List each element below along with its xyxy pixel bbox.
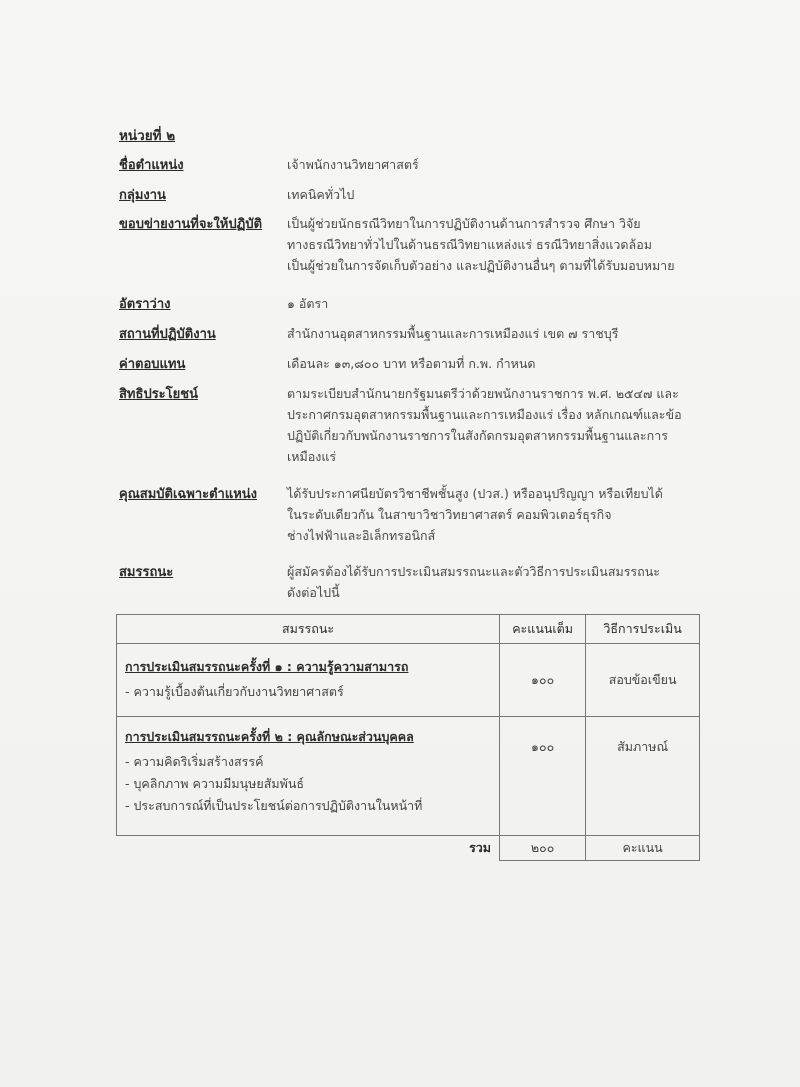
- row2-score: ๑๐๐: [500, 717, 586, 836]
- benefits-value: [287, 383, 707, 467]
- competency-table: [116, 614, 700, 861]
- benefits-label: สิทธิประโยชน์: [119, 387, 198, 402]
- position-value: เจ้าพนักงานวิทยาศาสตร์: [287, 157, 419, 172]
- job-group-label: กลุ่มงาน: [119, 188, 166, 203]
- row1-item: - ความรู้เบื้องต้นเกี่ยวกับงานวิทยาศาสตร์: [125, 684, 344, 699]
- salary-value: เดือนละ ๑๓,๘๐๐ บาท หรือตามที่ ก.พ. กำหนด: [287, 356, 536, 371]
- header-competency: สมรรถนะ: [117, 615, 500, 644]
- row1-title: การประเมินสมรรถนะครั้งที่ ๑ : ความรู้ความสามารถ: [125, 659, 409, 674]
- workplace-label: สถานที่ปฏิบัติงาน: [119, 327, 216, 342]
- total-row: [117, 836, 700, 861]
- salary-label: ค่าตอบแทน: [119, 357, 186, 372]
- row2-method: สัมภาษณ์: [586, 717, 700, 836]
- qualification-line: ได้รับประกาศนียบัตรวิชาชีพชั้นสูง (ปวส.) หรืออนุปริญญา หรือเทียบได้: [287, 486, 663, 501]
- table-header-row: [117, 615, 700, 644]
- row2-item: - บุคลิกภาพ ความมีมนุษยสัมพันธ์: [125, 776, 304, 791]
- qualification-line: ช่างไฟฟ้าและอิเล็กทรอนิกส์: [287, 528, 436, 543]
- benefits-line: เหมืองแร่: [287, 449, 337, 464]
- row1-score: ๑๐๐: [500, 644, 586, 717]
- job-group-value: เทคนิคทั่วไป: [287, 187, 355, 202]
- vacancy-value: ๑ อัตรา: [287, 296, 329, 311]
- header-method: วิธีการประเมิน: [586, 615, 700, 644]
- competency-label: สมรรถนะ: [119, 565, 174, 580]
- row1-method: สอบข้อเขียน: [586, 644, 700, 717]
- benefits-line: ปฏิบัติเกี่ยวกับพนักงานราชการในสังกัดกรมอุตสาหกรรมพื้นฐานและการ: [287, 428, 668, 443]
- position-label: ชื่อตำแหน่ง: [119, 158, 184, 173]
- vacancy-label: อัตราว่าง: [119, 297, 171, 312]
- benefits-line: ตามระเบียบสำนักนายกรัฐมนตรีว่าด้วยพนักงานราชการ พ.ศ. ๒๕๔๗ และ: [287, 386, 679, 401]
- unit-title: หน่วยที่ ๒: [119, 128, 176, 144]
- row1-description: [117, 644, 500, 717]
- qualification-label: คุณสมบัติเฉพาะตำแหน่ง: [119, 487, 258, 502]
- competency-line: ผู้สมัครต้องได้รับการประเมินสมรรถนะและตัววิธีการประเมินสมรรถนะ: [287, 564, 660, 579]
- scope-value: [287, 213, 707, 276]
- total-unit: คะแนน: [586, 836, 700, 861]
- scope-line: เป็นผู้ช่วยนักธรณีวิทยาในการปฏิบัติงานด้านการสำรวจ ศึกษา วิจัย: [287, 216, 641, 231]
- workplace-value: สำนักงานอุตสาหกรรมพื้นฐานและการเหมืองแร่ เขต ๗ ราชบุรี: [287, 326, 619, 341]
- competency-line: ดังต่อไปนี้: [287, 585, 340, 600]
- qualification-value: [287, 483, 707, 546]
- scope-line: ทางธรณีวิทยาทั่วไปในด้านธรณีวิทยาแหล่งแร่ ธรณีวิทยาสิ่งแวดล้อม: [287, 237, 652, 252]
- row2-item: - ประสบการณ์ที่เป็นประโยชน์ต่อการปฏิบัติงานในหน้าที่: [125, 798, 423, 813]
- row2-description: [117, 717, 500, 836]
- table-row: [117, 717, 700, 836]
- row2-item: - ความคิดริเริ่มสร้างสรรค์: [125, 754, 264, 769]
- benefits-line: ประกาศกรมอุตสาหกรรมพื้นฐานและการเหมืองแร่ เรื่อง หลักเกณฑ์และข้อ: [287, 407, 682, 422]
- header-score: คะแนนเต็ม: [500, 615, 586, 644]
- qualification-line: ในระดับเดียวกัน ในสาขาวิชาวิทยาศาสตร์ คอมพิวเตอร์ธุรกิจ: [287, 507, 612, 522]
- table-row: [117, 644, 700, 717]
- total-label: รวม: [469, 840, 492, 856]
- scope-line: เป็นผู้ช่วยในการจัดเก็บตัวอย่าง และปฏิบัติงานอื่นๆ ตามที่ได้รับมอบหมาย: [287, 258, 675, 273]
- total-score: ๒๐๐: [500, 836, 586, 861]
- competency-value: [287, 561, 707, 603]
- scope-label: ขอบข่ายงานที่จะให้ปฏิบัติ: [119, 217, 263, 232]
- row2-title: การประเมินสมรรถนะครั้งที่ ๒ : คุณลักษณะส่วนบุคคล: [125, 729, 414, 744]
